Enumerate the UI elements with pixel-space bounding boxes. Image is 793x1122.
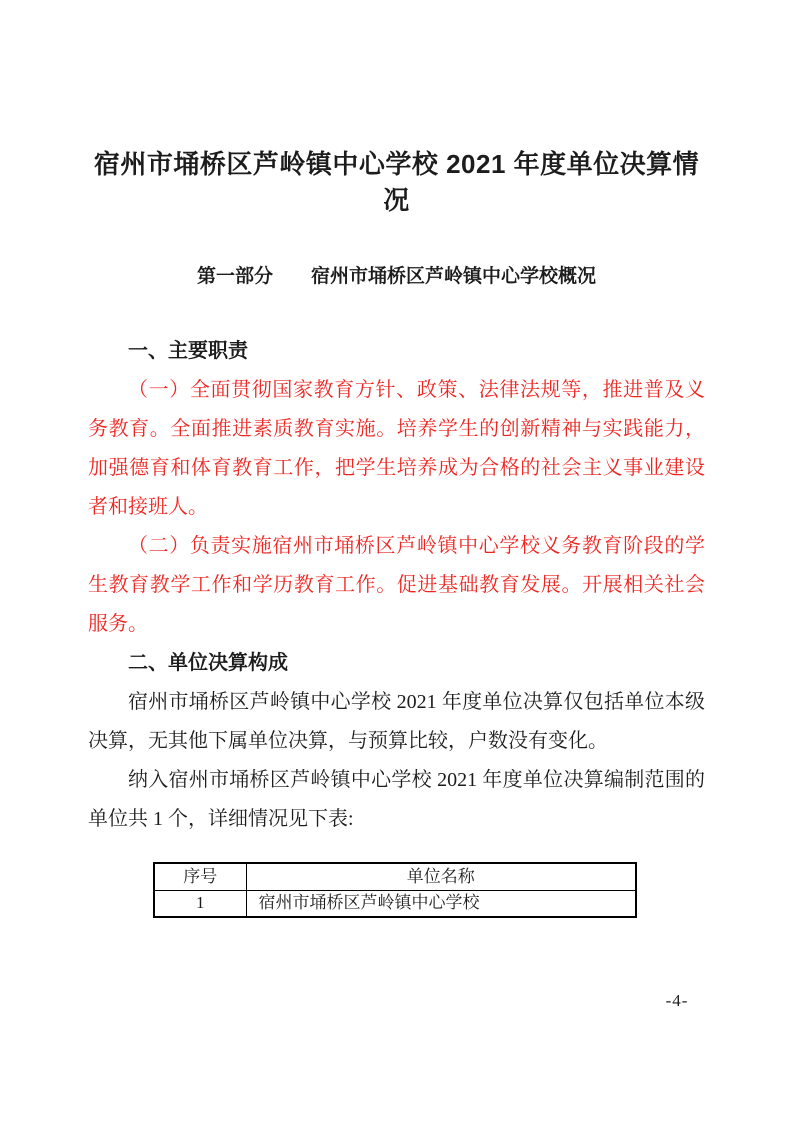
table-cell-unit-name: 宿州市埇桥区芦岭镇中心学校	[246, 890, 636, 917]
section-2-paragraph-1: 宿州市埇桥区芦岭镇中心学校 2021 年度单位决算仅包括单位本级决算，无其他下属单位决算，与预算比较，户数没有变化。	[88, 691, 705, 752]
part-label: 第一部分	[196, 266, 273, 287]
table-row	[154, 890, 636, 917]
page-number: -4-	[665, 991, 689, 1010]
section-2-heading: 二、单位决算构成	[128, 652, 288, 674]
table-cell-index: 1	[154, 890, 246, 917]
part-heading	[88, 264, 705, 290]
table-header-unit-name: 单位名称	[246, 863, 636, 890]
section-1-paragraph-1: （一）全面贯彻国家教育方针、政策、法律法规等，推进普及义务教育。全面推进素质教育实施。培养学生的创新精神与实践能力，加强德育和体育教育工作，把学生培养成为合格的社会主义事业建设者和接班人。	[88, 379, 705, 518]
section-1-heading: 一、主要职责	[128, 340, 248, 362]
unit-list-table	[153, 862, 637, 918]
document-body	[88, 332, 705, 918]
table-header-row	[154, 863, 636, 890]
section-2-paragraph-2: 纳入宿州市埇桥区芦岭镇中心学校 2021 年度单位决算编制范围的单位共 1 个，详细情况见下表:	[88, 769, 705, 830]
part-title: 宿州市埇桥区芦岭镇中心学校概况	[311, 266, 597, 287]
document-title: 宿州市埇桥区芦岭镇中心学校 2021 年度单位决算情况	[93, 149, 700, 215]
section-1-paragraph-2: （二）负责实施宿州市埇桥区芦岭镇中心学校义务教育阶段的学生教育教学工作和学历教育工作。促进基础教育发展。开展相关社会服务。	[88, 535, 705, 635]
table-header-index: 序号	[154, 863, 246, 890]
